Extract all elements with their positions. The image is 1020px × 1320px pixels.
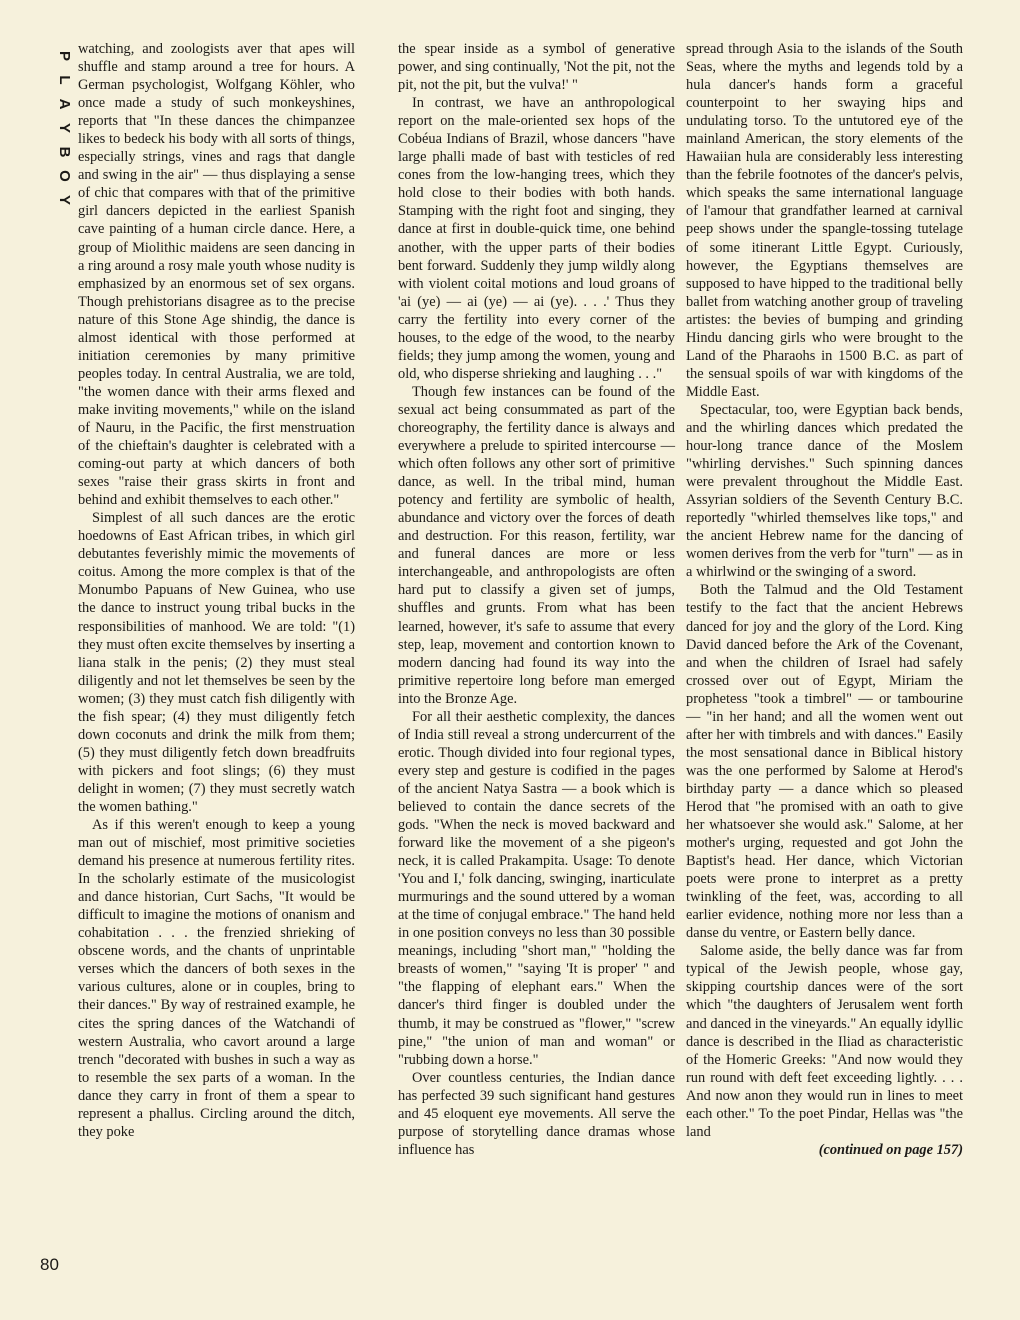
paragraph: For all their aesthetic complexity, the dances of India still reveal a strong undercurrent of the erotic. Though divided into four regional types, every step and gesture is codified in the pages of the ancient Natya Sastra — a book which is believed to contain the dance secrets of the gods. "When the neck is moved backward and forward like the movement of a she pigeon's neck, it is called Prakampita. Usage: To denote 'You and I,' folk dancing, swinging, inarticulate murmurings and the sound uttered by a woman at the time of conjugal embrace." The hand held in one position conveys no less than 30 possible meanings, including "short man," "holding the breasts of women," "saying 'It is proper' " and "the flapping of elephant ears." When the dancer's third finger is doubled under the thumb, it may be construed as "flower," "screw pine," "the union of man and woman" or "rubbing down a horse." — [398, 708, 675, 1068]
magazine-name-vertical — [52, 44, 76, 212]
paragraph: As if this weren't enough to keep a young man out of mischief, most primitive societies demand his presence at numerous fertility rites. In the scholarly estimate of the musicologist and dance historian, Curt Sachs, "It would be difficult to imagine the motions of onanism and cohabitation . . . the frenzied shrieking of obscene words, and the chants of unprintable verses which the dancers of both sexes in the various cultures, alone or in couples, bring to their dances." By way of restrained example, he cites the spring dances of the Watchandi of western Australia, who cavort around a large trench "decorated with bushes in such a way as to resemble the sex parts of a woman. In the dance they carry in front of them a spear to represent a phallus. Circling around the ditch, they poke — [78, 817, 355, 1140]
paragraph: watching, and zoologists aver that apes will shuffle and stamp around a tree for hours. A German psychologist, Wolfgang Köhler, who once made a study of such monkeyshines, reports that "In these dances the chimpanzee likes to bedeck his body with all sorts of things, especially strings, vines and rags that dangle and swing in the air" — thus displaying a sense of chic that compares with that of the primitive girl dancers depicted in the earliest Spanish cave painting of a human circle dance. Here, a group of Miolithic maidens are seen dancing in a ring around a rosy male youth whose nudity is emphasized by an enormous set of sex organs. Though prehistorians disagree as to the precise nature of this Stone Age shindig, the dance is almost identical with those performed at initiation ceremonies by many primitive peoples today. In central Australia, we are told, "the women dance with their arms flexed and make inviting movements," while on the island of Nauru, in the Pacific, the first menstruation of the chieftain's daughter is celebrated with a coming-out party at which dancers of both sexes "raise their grass skirts in front and behind and exhibit themselves to each other." — [78, 41, 355, 509]
folio-letter: B — [56, 146, 73, 158]
paragraph: the spear inside as a symbol of generative power, and sing continually, 'Not the pit, not the pit, not the pit, but the vulva!' " — [398, 41, 675, 94]
folio-letter: O — [56, 170, 73, 182]
page-number: 80 — [40, 1255, 59, 1274]
folio-letter: Y — [56, 194, 73, 205]
text-column-3 — [686, 40, 963, 1159]
folio-letter: A — [56, 98, 73, 110]
folio-letter: P — [56, 50, 73, 61]
text-column-1 — [78, 40, 355, 1141]
continued-note: (continued on page 157) — [818, 1141, 963, 1158]
paragraph: Both the Talmud and the Old Testament testify to the fact that the ancient Hebrews danced for joy and the glory of the Lord. King David danced before the Ark of the Covenant, and when the children of Israel had safely crossed over out of Egypt, Miriam the prophetess "took a timbrel" — or tambourine — "in her hand; and all the women went out after her with timbrels and with dances." Easily the most sensational dance in Biblical history was the one performed by Salome at Herod's birthday party — a dance which so pleased Herod that "he promised with an oath to give her whatsoever she would ask." Salome, at her mother's urging, requested and got John the Baptist's head. Her dance, which Victorian poets were prone to interpret as a pretty twinkling of the feet, was, according to all earlier evidence, nothing more nor less than a danse du ventre, or Eastern belly dance. — [686, 582, 963, 942]
paragraph: Salome aside, the belly dance was far from typical of the Jewish people, whose gay, skipping courtship dances were of the sort which "the daughters of Jerusalem went forth and danced in the vineyards." An equally idyllic dance is described in the Iliad as characteristic of the Homeric Greeks: "And now would they run round with deft feet exceeding lightly. . . . And now anon they would run in lines to meet each other." To the poet Pindar, Hellas was "the land — [686, 943, 963, 1140]
text-column-2 — [398, 40, 675, 1159]
paragraph: Simplest of all such dances are the erotic hoedowns of East African tribes, in which girl debutantes feverishly mimic the movements of coitus. Among the more complex is that of the Monumbo Papuans of New Guinea, who use the dance to instruct young tribal bucks in the responsibilities of manhood. We are told: "(1) they must often excite themselves by inserting a liana stalk in the penis; (2) they must steal diligently and not let themselves be seen by the women; (3) they must catch fish diligently with the fish spear; (4) they must diligently fetch down coconuts and drink the milk from them; (5) they must diligently fetch down breadfruits with pickers and foot slings; (6) they must delight in women; (7) they must secretly watch the women bathing." — [78, 510, 355, 815]
folio-letter: L — [56, 75, 73, 85]
paragraph: Over countless centuries, the Indian dance has perfected 39 such significant hand gestures and 45 eloquent eye movements. All serve the purpose of storytelling dance dramas whose influence has — [398, 1069, 675, 1158]
paragraph: spread through Asia to the islands of the South Seas, where the myths and legends told by a hula dancer's hands form a graceful counterpoint to her swaying hips and undulating torso. To the untutored eye of the mainland American, the story elements of the Hawaiian hula are considerably less interesting than the febrile footnotes of the dancer's pelvis, which speaks the same international language of l'amour that grandfather learned at carnival peep shows under the spangle-tossing tutelage of some itinerant Little Egypt. Curiously, however, the Egyptians themselves are supposed to have hipped to the traditional belly ballet from watching another group of traveling artistes: the bevies of bumping and grinding Hindu dancing girls who were brought to the Land of the Pharaohs in 1500 B.C. as part of the sensual spoils of war with kingdoms of the Middle East. — [686, 41, 963, 400]
paragraph: Though few instances can be found of the sexual act being consummated as part of the choreography, the fertility dance is always and everywhere a prelude to spirited intercourse — which often follows any other sort of primitive dance, as well. In the tribal mind, human potency and fertility are symbolic of health, abundance and victory over the forces of death and destruction. For this reason, fertility, war and funeral dances are more or less interchangeable, and anthropologists are often hard put to classify a given set of jumps, shuffles and grunts. From what has been learned, however, it's safe to assume that every step, leap, movement and contortion known to modern dancing had found its way into the primitive repertoire long before man emerged into the Bronze Age. — [398, 383, 675, 707]
paragraph: In contrast, we have an anthropological report on the male-oriented sex hops of the Cobéua Indians of Brazil, whose dancers "have large phalli made of bast with testicles of red cones from the low-hanging trees, which they hold close to their bodies with both hands. Stamping with the right foot and singing, they dance at first in double-quick time, one behind another, with the upper parts of their bodies bent forward. Suddenly they jump wildly along with violent coital motions and loud groans of 'ai (ye) — ai (ye) — ai (ye). . . .' Thus they carry the fertility into every corner of the houses, to the edge of the wood, to the nearby fields; they jump among the women, young and old, who disperse shrieking and laughing . . ." — [398, 95, 675, 382]
paragraph: Spectacular, too, were Egyptian back bends, and the whirling dances which predated the hour-long trance dance of the Moslem "whirling dervishes." Such spinning dances were prevalent throughout the Middle East. Assyrian soldiers of the Seventh Century B.C. reportedly "whirled themselves like tops," and the ancient Hebrew name for the dancing of women derives from the verb for "turn" — as in a whirlwind or the swinging of a sword. — [686, 401, 963, 581]
folio-letter: Y — [56, 122, 73, 133]
